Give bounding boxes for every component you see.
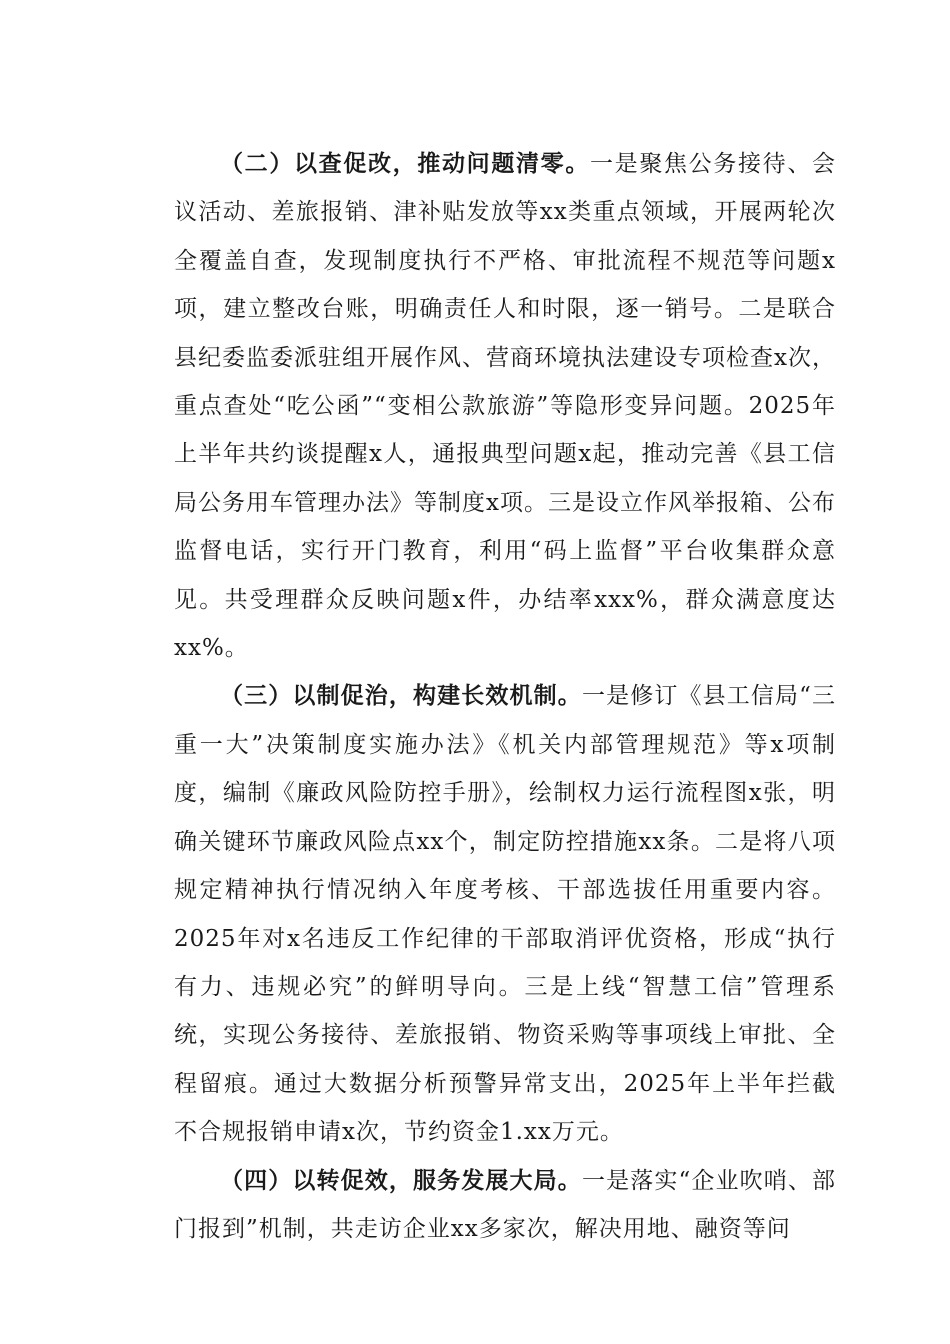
paragraph-text-3: 一是修订《县工信局“三重一大”决策制度实施办法》《机关内部管理规范》等x项制度，编制《廉政风险防控手册》，绘制权力运行流程图x张，明确关键环节廉政风险点xx个，制定防控措施xx条。二是将八项规定精神执行情况纳入年度考核、干部选拔任用重要内容。2025年对x名违反工作纪律的干部取消评优资格，形成“执行有力、违规必究”的鲜明导向。三是上线“智慧工信”管理系统，实现公务接待、差旅报销、物资采购等事项线上审批、全程留痕。通过大数据分析预警异常支出，2025年上半年拦截不合规报销申请x次，节约资金1.xx万元。 — [174, 683, 837, 1146]
paragraph-4 — [174, 1157, 836, 1254]
paragraph-text-4: 一是落实“企业吹哨、部门报到”机制，共走访企业xx多家次，解决用地、融资等问 — [174, 1167, 837, 1242]
section-heading-2: （二）以查促改，推动问题清零。 — [220, 150, 590, 177]
document-body — [174, 140, 836, 1253]
section-heading-3: （三）以制促治，构建长效机制。 — [220, 682, 582, 710]
paragraph-text-2: 一是聚焦公务接待、会议活动、差旅报销、津补贴发放等xx类重点领域，开展两轮次全覆盖自查，发现制度执行不严格、审批流程不规范等问题x项，建立整改台账，明确责任人和时限，逐一销号。二是联合县纪委监委派驻组开展作风、营商环境执法建设专项检查x次，重点查处“吃公函”“变相公款旅游”等隐形变异问题。2025年上半年共约谈提醒x人，通报典型问题x起，推动完善《县工信局公务用车管理办法》等制度x项。三是设立作风举报箱、公布监督电话，实行开门教育，利用“码上监督”平台收集群众意见。共受理群众反映问题x件，办结率xxx%，群众满意度达xx%。 — [174, 151, 837, 662]
section-heading-4: （四）以转促效，服务发展大局。 — [220, 1166, 582, 1194]
paragraph-3 — [174, 672, 836, 1156]
paragraph-2 — [174, 140, 836, 672]
